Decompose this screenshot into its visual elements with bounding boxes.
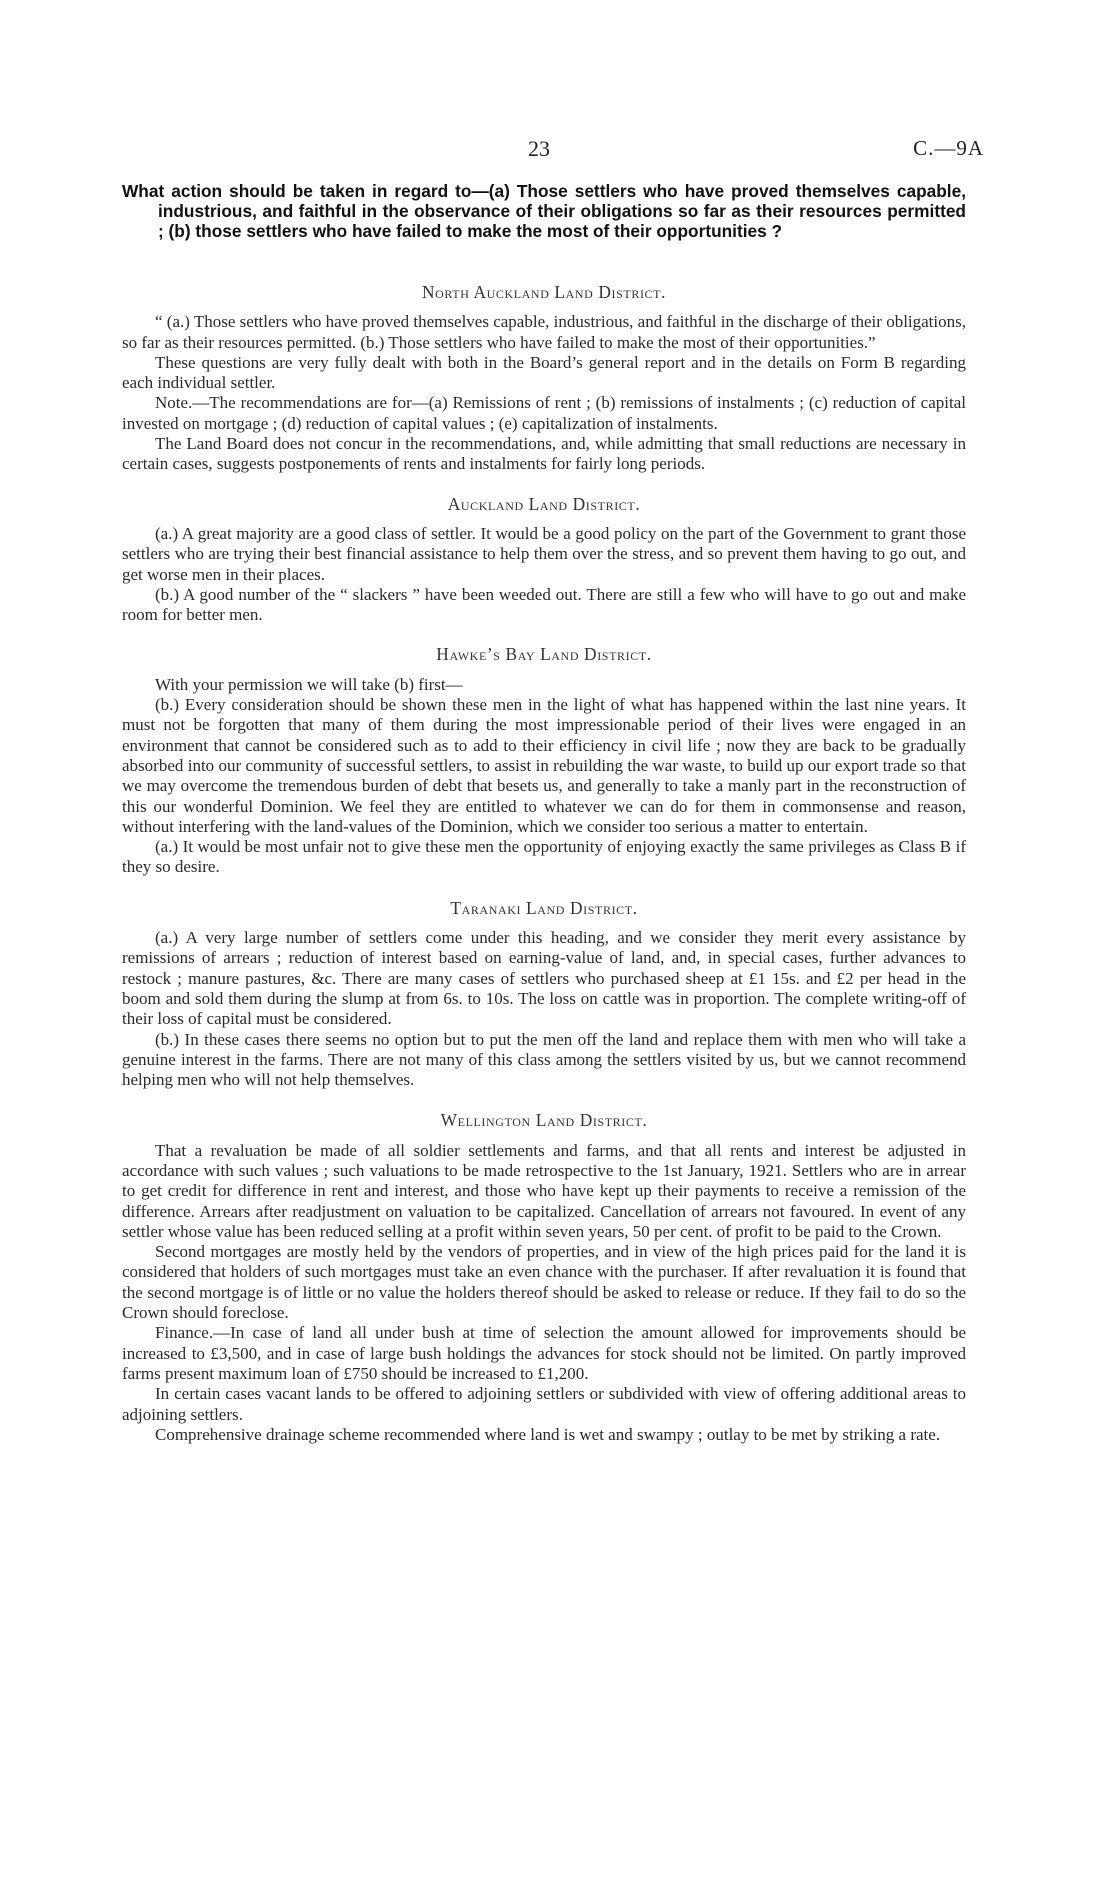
note-paragraph: Note.—The recommendations are for—(a) Remissions of rent ; (b) remissions of instalments ; (c) reduction of capital invested on mortgage ; (d) reduction of capital values ; (e) capitalization of instalments.: [122, 393, 966, 433]
finance-paragraph: Finance.—In case of land all under bush at time of selection the amount allowed for improvements should be increased to £3,500, and in case of large bush holdings the advances for stock should not be limited. On partly improved farms present maximum loan of £750 should be increased to £1,200.: [122, 1323, 966, 1383]
section-heading: Auckland Land District.: [447, 493, 641, 514]
paragraph: (a.) A great majority are a good class of settler. It would be a good policy on the part of the Government to grant those settlers who are trying their best financial assistance to help them over the stress, and so prevent them having to go out, and get worse men in their places.: [122, 523, 966, 584]
page-header: [0, 136, 1114, 166]
section-heading: Taranaki Land District.: [450, 897, 638, 918]
paragraph: Comprehensive drainage scheme recommended where land is wet and swampy ; outlay to be met by striking a rate.: [155, 1424, 941, 1444]
paragraph: These questions are very fully dealt with both in the Board’s general report and in the details on Form B regarding each individual settler.: [122, 352, 966, 393]
section-heading: North Auckland Land District.: [421, 282, 667, 302]
paragraph: With your permission we will take (b) first—: [155, 674, 463, 694]
section-taranaki: [122, 898, 966, 1091]
paragraph: In certain cases vacant lands to be offered to adjoining settlers or subdivided with view of offering additional areas to adjoining settlers.: [122, 1384, 966, 1424]
section-heading: Hawke’s Bay Land District.: [436, 644, 652, 665]
paragraph: (b.) A good number of the “ slackers ” have been weeded out. There are still a few who will have to go out and make room for better men.: [122, 584, 966, 625]
question-heading: What action should be taken in regard to—(a) Those settlers who have proved themselves capable, industrious, and faithful in the observance of their obligations so far as their resources permitted ; (b) those settlers who have failed to make the most of their opportunities ?: [122, 181, 966, 241]
paragraph: (a.) It would be most unfair not to give these men the opportunity of enjoying exactly the same privileges as Class B if they so desire.: [122, 837, 966, 877]
page-number: 23: [528, 136, 550, 161]
paragraph: Second mortgages are mostly held by the vendors of properties, and in view of the high prices paid for the land it is considered that holders of such mortgages must take an even chance with the purchaser. If after revaluation it is found that the second mortgage is of little or no value the holders thereof should be asked to release or reduce. If they fail to do so the Crown should foreclose.: [122, 1242, 966, 1323]
paragraph: (b.) Every consideration should be shown these men in the light of what has happened within the last nine years. It must not be forgotten that many of them during the most impressionable period of their lives were engaged in an environment that cannot be considered such as to add to their efficiency in civil life ; now they are back to be gradually absorbed into our community of successful settlers, to assist in rebuilding the war waste, to build up our export trade so that we may overcome the tremendous burden of debt that besets us, and generally to take a manly part in the reconstruction of this our wonderful Dominion. We feel they are entitled to whatever we can do for them in commonsense and reason, without interfering with the land-values of the Dominion, which we consider too serious a matter to entertain.: [122, 695, 966, 836]
document-reference: C.—9A: [913, 136, 984, 160]
paragraph: The Land Board does not concur in the recommendations, and, while admitting that small reductions are necessary in certain cases, suggests postponements of rents and instalments for fairly long periods.: [122, 434, 966, 474]
paragraph: That a revaluation be made of all soldier settlements and farms, and that all rents and interest be adjusted in accordance with such values ; such valuations to be made retrospective to the 1st January, 1921. Settlers who are in arrear to get credit for difference in rent and interest, and those who have kept up their payments to receive a remission of the difference. Arrears after readjustment on valuation to be capitalized. Cancellation of arrears not favoured. In event of any settler whose value has been reduced selling at a profit within seven years, 50 per cent. of profit to be paid to the Crown.: [122, 1140, 966, 1241]
paragraph: (a.) A very large number of settlers come under this heading, and we consider they merit every assistance by remissions of arrears ; reduction of interest based on earning-value of land, and, in special cases, further advances to restock ; manure pastures, &c. There are many cases of settlers who purchased sheep at £1 15s. and £2 per head in the boom and sold them during the slump at from 6s. to 10s. The loss on cattle was in proportion. The complete writing-off of their loss of capital must be considered.: [122, 928, 966, 1029]
section-heading: Wellington Land District.: [440, 1110, 648, 1131]
paragraph: “ (a.) Those settlers who have proved themselves capable, industrious, and faithful in the discharge of their obligations, so far as their resources permitted. (b.) Those settlers who have failed to make the most of their opportunities.”: [122, 312, 966, 352]
section-auckland: [122, 494, 966, 626]
paragraph: (b.) In these cases there seems no option but to put the men off the land and replace them with men who will take a genuine interest in the farms. There are not many of this class among the settlers visited by us, but we cannot recommend helping men who will not help themselves.: [122, 1029, 966, 1090]
page-body: [122, 282, 966, 1445]
section-hawkes-bay: [122, 644, 966, 877]
section-north-auckland: [122, 282, 966, 475]
section-wellington: [122, 1110, 966, 1445]
